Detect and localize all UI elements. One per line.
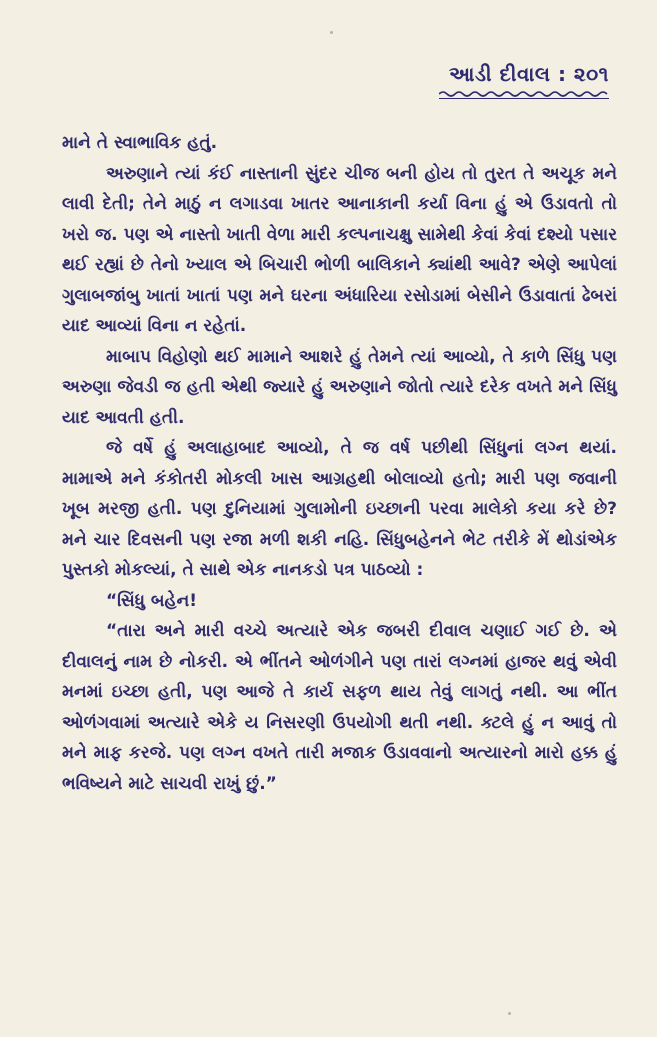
wavy-underline <box>439 88 609 100</box>
body-text <box>62 128 617 799</box>
letter-body: “તારા અને મારી વચ્ચે અત્યારે એક જબરી દીવાલ ચણાઈ ગઈ છે. એ દીવાલનું નામ છે નોકરી. એ ભીંતને ઓળંગીને પણ તારાં લગ્નમાં હાજર થવું એવી મનમાં ઇચ્છા હતી, પણ આજે તે કાર્ય સફળ થાય તેવું લાગતું નથી. આ ભીંત ઓળંગવામાં અત્યારે એકે ય નિસરણી ઉપયોગી થતી નથી. ક્ટલે હું ન આવું તો મને માફ કરજે. પણ લગ્ન વખતે તારી મજાક ઉડાવવાનો અત્યારનો મારો હક્ક હું ભવિષ્યને માટે સાચવી રાખું છું.” <box>62 621 617 794</box>
running-head <box>439 62 609 100</box>
paper-speck <box>330 31 333 34</box>
paragraph: જે વર્ષે હું અલાહાબાદ આવ્યો, તે જ વર્ષ પછીથી સિંધુનાં લગ્ન થયાં. મામાએ મને કંકોતરી મોકલી ખાસ આગ્રહથી બોલાવ્યો હતો; મારી પણ જવાની ખૂબ મરજી હતી. પણ દુનિયામાં ગુલામોની ઇચ્છાની પરવા માલેકો કયા કરે છે? મને ચાર દિવસની પણ રજા મળી શકી નહિ. સિંધુબહેનને ભેટ તરીકે મેં થોડાંએક પુસ્તકો મોકલ્યાં, તે સાથે એક નાનકડો પત્ર પાઠવ્યો : <box>62 438 617 580</box>
running-head-title: આડી દીવાલ : ૨૦૧ <box>449 62 609 86</box>
letter-salutation: “સિંધુ બહેન! <box>106 590 198 611</box>
paragraph: અરુણાને ત્યાં કંઈ નાસ્તાની સુંદર ચીજ બની હોય તો તુરત તે અચૂક મને લાવી દેતી; તેને માઠું ન લગાડવા ખાતર આનાકાની કર્યા વિના હું એ ઉડાવતો તો ખરો જ. પણ એ નાસ્તો ખાતી વેળા મારી કલ્પનાચક્ષુ સામેથી કેવાં કેવાં દશ્યો પસાર થઈ રહ્યાં છે તેનો ખ્યાલ એ બિચારી ભોળી બાલિકાને ક્યાંથી આવે? એણે આપેલાં ગુલાબજાંબુ ખાતાં ખાતાં પણ મને ઘરના અંધારિયા રસોડામાં બેસીને ઉડાવાતાં ઢેબરાં યાદ આવ્યાં વિના ન રહેતાં. <box>62 163 617 336</box>
paragraph: માબાપ વિહોણો થઈ મામાને આશરે હું તેમને ત્યાં આવ્યો, તે કાળે સિંધુ પણ અરુણા જેવડી જ હતી એથી જ્યારે હું અરુણાને જોતો ત્યારે દરેક વખતે મને સિંધુ યાદ આવતી હતી. <box>62 346 617 428</box>
paper-speck <box>508 1012 511 1015</box>
paragraph: માને તે સ્વાભાવિક હતું. <box>62 133 218 153</box>
